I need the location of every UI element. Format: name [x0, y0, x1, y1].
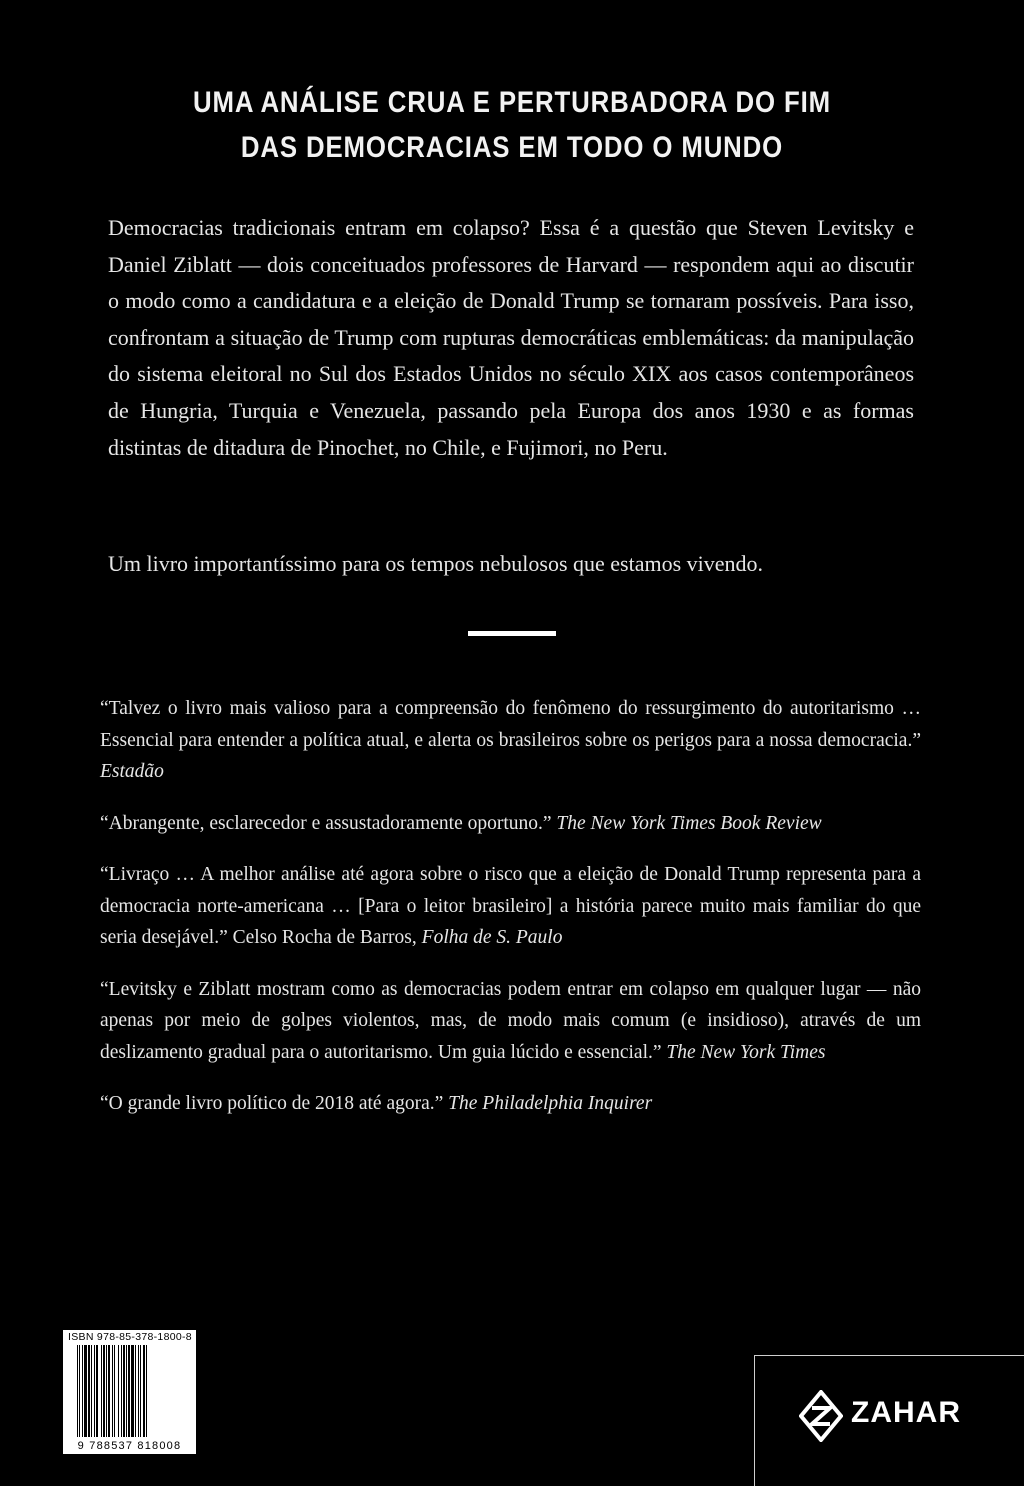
isbn-barcode	[63, 1330, 196, 1454]
quote-text: “Levitsky e Ziblatt mostram como as democracias podem entrar em colapso em qualquer lugar — não apenas por meio de golpes violentos, mas, de modo mais comum (e insidioso), através de um deslizamento gradual para o autoritarismo. Um guia lúcido e essencial.”	[100, 978, 921, 1063]
barcode-bar	[108, 1345, 110, 1437]
review-quotes	[100, 693, 921, 1140]
quote-text: “Livraço … A melhor análise até agora sobre o risco que a eleição de Donald Trump representa para a democracia norte-americana … [Para o leitor brasileiro] a história parece muito mais familiar do que seria desejável.”	[100, 864, 921, 948]
review-quote	[100, 1088, 921, 1120]
barcode-bar	[91, 1345, 92, 1437]
barcode-bar	[140, 1345, 141, 1437]
publisher-name: ZAHAR	[851, 1396, 961, 1429]
barcode-bar	[121, 1345, 122, 1437]
isbn-label: ISBN 978-85-378-1800-8	[68, 1331, 192, 1343]
headline-line-1: UMA ANÁLISE CRUA E PERTURBADORA DO FIM	[192, 86, 832, 119]
barcode-bar	[96, 1345, 98, 1437]
quote-source: The New York Times	[666, 1041, 826, 1063]
barcode-bar	[114, 1345, 115, 1437]
barcode-digits: 9 788537 818008	[65, 1440, 194, 1452]
tagline: Um livro importantíssimo para os tempos nebulosos que estamos vivendo.	[108, 551, 764, 576]
quote-author: Celso Rocha de Barros,	[232, 927, 417, 948]
quote-text: “O grande livro político de 2018 até agora.”	[100, 1093, 444, 1114]
barcode-bar	[123, 1345, 125, 1437]
barcode-bars	[77, 1345, 191, 1437]
barcode-bar	[112, 1345, 113, 1437]
barcode-bar	[126, 1345, 127, 1437]
barcode-bar	[135, 1345, 136, 1437]
quote-text: “Abrangente, esclarecedor e assustadoramente oportuno.”	[100, 812, 552, 834]
barcode-bar	[94, 1345, 95, 1437]
review-quote	[100, 693, 921, 788]
quote-source: Estadão	[100, 761, 164, 782]
barcode-bar	[146, 1345, 147, 1437]
review-quote	[100, 808, 921, 840]
zahar-logo-icon	[799, 1390, 843, 1442]
divider	[468, 631, 556, 636]
review-quote	[100, 974, 921, 1069]
book-blurb: Democracias tradicionais entram em colapso? Essa é a questão que Steven Levitsky e Daniel Ziblatt — dois conceituados professores de Harvard — respondem aqui ao discutir o modo como a candidatura e a eleição de Donald Trump se tornaram possíveis. Para isso, confrontam a situação de Trump com rupturas democráticas emblemáticas: da manipulação do sistema eleitoral no Sul dos Estados Unidos no século XIX aos casos contemporâneos de Hungria, Turquia e Venezuela, passando pela Europa dos anos 1930 e as formas distintas de ditadura de Pinochet, no Chile, e Fujimori, no Peru.	[108, 215, 914, 460]
barcode-bar	[79, 1345, 80, 1437]
barcode-bar	[131, 1345, 134, 1437]
barcode-bar	[82, 1345, 83, 1437]
barcode-bar	[77, 1345, 78, 1437]
barcode-bar	[103, 1345, 105, 1437]
barcode-bar	[106, 1345, 107, 1437]
review-quote	[100, 859, 921, 954]
barcode-bar	[118, 1345, 119, 1437]
barcode-bar	[101, 1345, 102, 1437]
barcode-bar	[88, 1345, 90, 1437]
publisher-box	[754, 1355, 1024, 1486]
barcode-bar	[143, 1345, 145, 1437]
barcode-bar	[138, 1345, 139, 1437]
quote-source: The Philadelphia Inquirer	[448, 1093, 653, 1114]
barcode-bar	[84, 1345, 87, 1437]
quote-text: “Talvez o livro mais valioso para a compreensão do fenômeno do ressurgimento do autoritarismo … Essencial para entender a política atual, e alerta os brasileiros sobre os perigos para a nossa democracia.”	[100, 698, 921, 751]
quote-source: The New York Times Book Review	[556, 812, 822, 834]
barcode-bar	[128, 1345, 130, 1437]
quote-source: Folha de S. Paulo	[421, 927, 563, 948]
headline	[72, 80, 953, 170]
headline-line-2: DAS DEMOCRACIAS EM TODO O MUNDO	[240, 131, 784, 164]
